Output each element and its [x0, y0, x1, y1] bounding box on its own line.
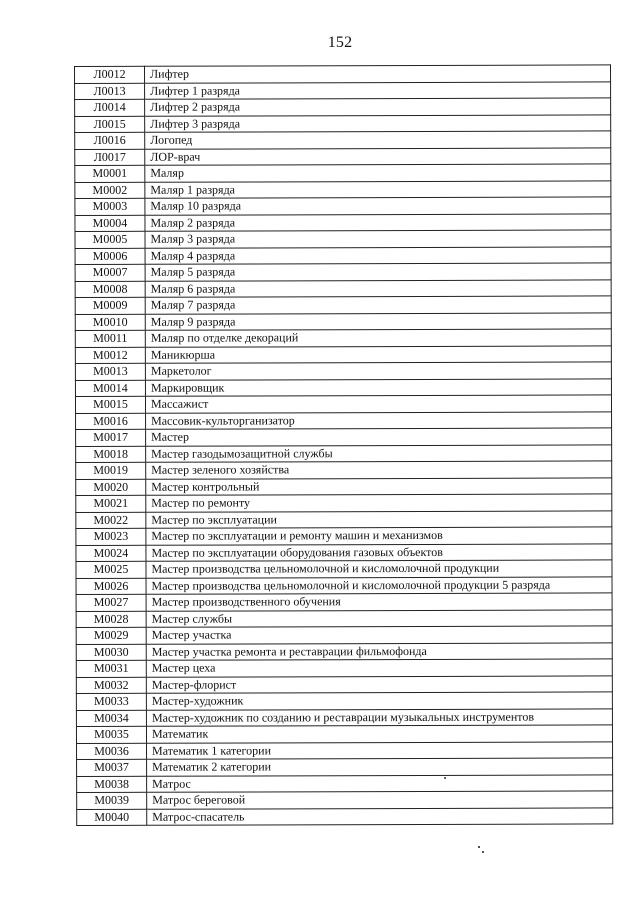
table-row	[75, 345, 611, 363]
table-row	[76, 428, 612, 446]
table-row	[77, 741, 613, 759]
profession-code-cell: Л0013	[75, 83, 145, 100]
profession-code-cell: М0005	[75, 231, 145, 248]
table-row	[75, 164, 611, 182]
table-row	[75, 114, 611, 132]
profession-name-cell: Маляр 10 разряда	[145, 197, 611, 215]
profession-code-cell: М0030	[76, 644, 146, 661]
profession-code-cell: М0024	[76, 545, 146, 562]
table-row	[77, 774, 613, 792]
profession-name-cell: Мастер	[146, 428, 612, 446]
table-row	[75, 131, 611, 149]
profession-name-cell: ЛОР-врач	[145, 147, 611, 165]
profession-code-cell: М0007	[75, 264, 145, 281]
profession-name-cell: Маляр 5 разряда	[145, 263, 611, 281]
profession-code-cell: М0017	[76, 429, 146, 446]
profession-code-cell: М0016	[76, 413, 146, 430]
profession-code-cell: М0008	[75, 281, 145, 298]
profession-name-cell: Массажист	[145, 395, 611, 413]
table-row	[76, 494, 612, 512]
table-row	[75, 329, 611, 347]
profession-name-cell: Мастер по ремонту	[146, 494, 612, 512]
table-body	[75, 65, 613, 826]
table-row	[76, 708, 612, 726]
profession-name-cell: Маляр 6 разряда	[145, 279, 611, 297]
profession-code-cell: М0020	[76, 479, 146, 496]
table-row	[75, 230, 611, 248]
profession-name-cell: Матрос-спасатель	[147, 807, 613, 825]
table-row	[76, 609, 612, 627]
table-row	[75, 263, 611, 281]
profession-name-cell: Математик	[146, 725, 612, 743]
table-row	[76, 692, 612, 710]
profession-name-cell: Лифтер 3 разряда	[145, 114, 611, 132]
profession-code-cell: М0015	[75, 396, 145, 413]
profession-name-cell: Мастер по эксплуатации	[146, 510, 612, 528]
table-row	[75, 296, 611, 314]
profession-code-cell: М0028	[76, 611, 146, 628]
profession-code-cell: М0004	[75, 215, 145, 232]
profession-name-cell: Маляр по отделке декораций	[145, 329, 611, 347]
table-row	[76, 725, 612, 743]
profession-code-cell: М0038	[77, 776, 147, 793]
table-row	[75, 378, 611, 396]
profession-name-cell: Мастер производства цельномолочной и кисломолочной продукции	[146, 560, 612, 578]
table-row	[75, 246, 611, 264]
profession-code-cell: М0032	[76, 677, 146, 694]
profession-code-cell: М0001	[75, 165, 145, 182]
profession-code-cell: М0013	[75, 363, 145, 380]
profession-code-cell: Л0014	[75, 99, 145, 116]
table-row	[76, 527, 612, 545]
profession-name-cell: Маляр 2 разряда	[145, 213, 611, 231]
table-row	[77, 807, 613, 825]
profession-name-cell: Мастер контрольный	[146, 477, 612, 495]
profession-name-cell: Матрос береговой	[147, 791, 613, 809]
profession-name-cell: Маникюрша	[145, 345, 611, 363]
profession-name-cell: Мастер участка	[146, 626, 612, 644]
table-row	[76, 576, 612, 594]
profession-name-cell: Маляр 1 разряда	[145, 180, 611, 198]
table-row	[77, 758, 613, 776]
table-row	[75, 147, 611, 165]
profession-code-cell: М0037	[77, 759, 147, 776]
profession-name-cell: Логопед	[145, 131, 611, 149]
profession-code-cell: М0011	[75, 330, 145, 347]
profession-name-cell: Математик 1 категории	[147, 741, 613, 759]
table-row	[76, 543, 612, 561]
profession-name-cell: Матрос	[147, 774, 613, 792]
table-row	[75, 98, 611, 116]
profession-code-cell: М0025	[76, 561, 146, 578]
table-row	[76, 626, 612, 644]
profession-code-cell: М0040	[77, 809, 147, 826]
profession-code-cell: М0029	[76, 627, 146, 644]
scan-speck	[478, 846, 480, 848]
profession-name-cell: Мастер производственного обучения	[146, 593, 612, 611]
profession-name-cell: Лифтер 1 разряда	[145, 81, 611, 99]
profession-code-cell: М0012	[75, 347, 145, 364]
table-row	[76, 461, 612, 479]
profession-name-cell: Мастер по эксплуатации оборудования газовых объектов	[146, 543, 612, 561]
table-row	[76, 411, 612, 429]
profession-name-cell: Мастер-художник по созданию и реставрации музыкальных инструментов	[146, 708, 612, 726]
profession-code-cell: М0002	[75, 182, 145, 199]
profession-code-cell: Л0012	[75, 66, 145, 83]
profession-name-cell: Массовик-культорганизатор	[146, 411, 612, 429]
table-row	[75, 279, 611, 297]
table-row	[75, 81, 611, 99]
profession-code-cell: М0031	[76, 660, 146, 677]
table-row	[75, 65, 611, 83]
page-number: 152	[327, 34, 353, 51]
profession-code-cell: М0027	[76, 594, 146, 611]
table-row	[75, 197, 611, 215]
profession-code-cell: М0035	[76, 726, 146, 743]
profession-code-cell: М0023	[76, 528, 146, 545]
profession-name-cell: Маляр 3 разряда	[145, 230, 611, 248]
profession-name-cell: Маляр	[145, 164, 611, 182]
profession-code-cell: М0026	[76, 578, 146, 595]
profession-code-cell: М0039	[77, 792, 147, 809]
profession-code-cell: М0006	[75, 248, 145, 265]
profession-name-cell: Мастер по эксплуатации и ремонту машин и механизмов	[146, 527, 612, 545]
profession-name-cell: Маляр 4 разряда	[145, 246, 611, 264]
profession-code-cell: Л0016	[75, 132, 145, 149]
profession-name-cell: Маркировщик	[145, 378, 611, 396]
profession-code-cell: М0009	[75, 297, 145, 314]
profession-name-cell: Мастер зеленого хозяйства	[146, 461, 612, 479]
profession-code-cell: М0018	[76, 446, 146, 463]
profession-code-cell: М0034	[76, 710, 146, 727]
scan-speck	[444, 777, 446, 779]
table-row	[76, 444, 612, 462]
table-row	[75, 180, 611, 198]
table-row	[76, 675, 612, 693]
profession-name-cell: Мастер службы	[146, 609, 612, 627]
profession-code-cell: Л0015	[75, 116, 145, 133]
profession-name-cell: Мастер-художник	[146, 692, 612, 710]
profession-code-cell: М0033	[76, 693, 146, 710]
profession-name-cell: Лифтер	[145, 65, 611, 83]
profession-table-wrapper	[74, 66, 610, 826]
table-row	[75, 213, 611, 231]
profession-name-cell: Мастер производства цельномолочной и кисломолочной продукции 5 разряда	[146, 576, 612, 594]
table-row	[76, 642, 612, 660]
profession-name-cell: Математик 2 категории	[147, 758, 613, 776]
table-row	[76, 593, 612, 611]
profession-codes-table	[74, 64, 613, 826]
profession-name-cell: Маляр 9 разряда	[145, 312, 611, 330]
table-row	[75, 362, 611, 380]
profession-name-cell: Маркетолог	[145, 362, 611, 380]
table-row	[76, 477, 612, 495]
table-row	[76, 560, 612, 578]
profession-code-cell: Л0017	[75, 149, 145, 166]
profession-code-cell: М0022	[76, 512, 146, 529]
table-row	[75, 395, 611, 413]
profession-name-cell: Маляр 7 разряда	[145, 296, 611, 314]
profession-name-cell: Лифтер 2 разряда	[145, 98, 611, 116]
profession-code-cell: М0003	[75, 198, 145, 215]
table-row	[76, 659, 612, 677]
profession-code-cell: М0019	[76, 462, 146, 479]
profession-code-cell: М0014	[75, 380, 145, 397]
profession-name-cell: Мастер участка ремонта и реставрации фильмофонда	[146, 642, 612, 660]
table-row	[75, 312, 611, 330]
table-row	[76, 510, 612, 528]
profession-code-cell: М0036	[77, 743, 147, 760]
profession-name-cell: Мастер газодымозащитной службы	[146, 444, 612, 462]
table-row	[77, 791, 613, 809]
profession-code-cell: М0010	[75, 314, 145, 331]
profession-name-cell: Мастер цеха	[146, 659, 612, 677]
profession-code-cell: М0021	[76, 495, 146, 512]
profession-name-cell: Мастер-флорист	[146, 675, 612, 693]
scan-speck	[482, 851, 484, 853]
